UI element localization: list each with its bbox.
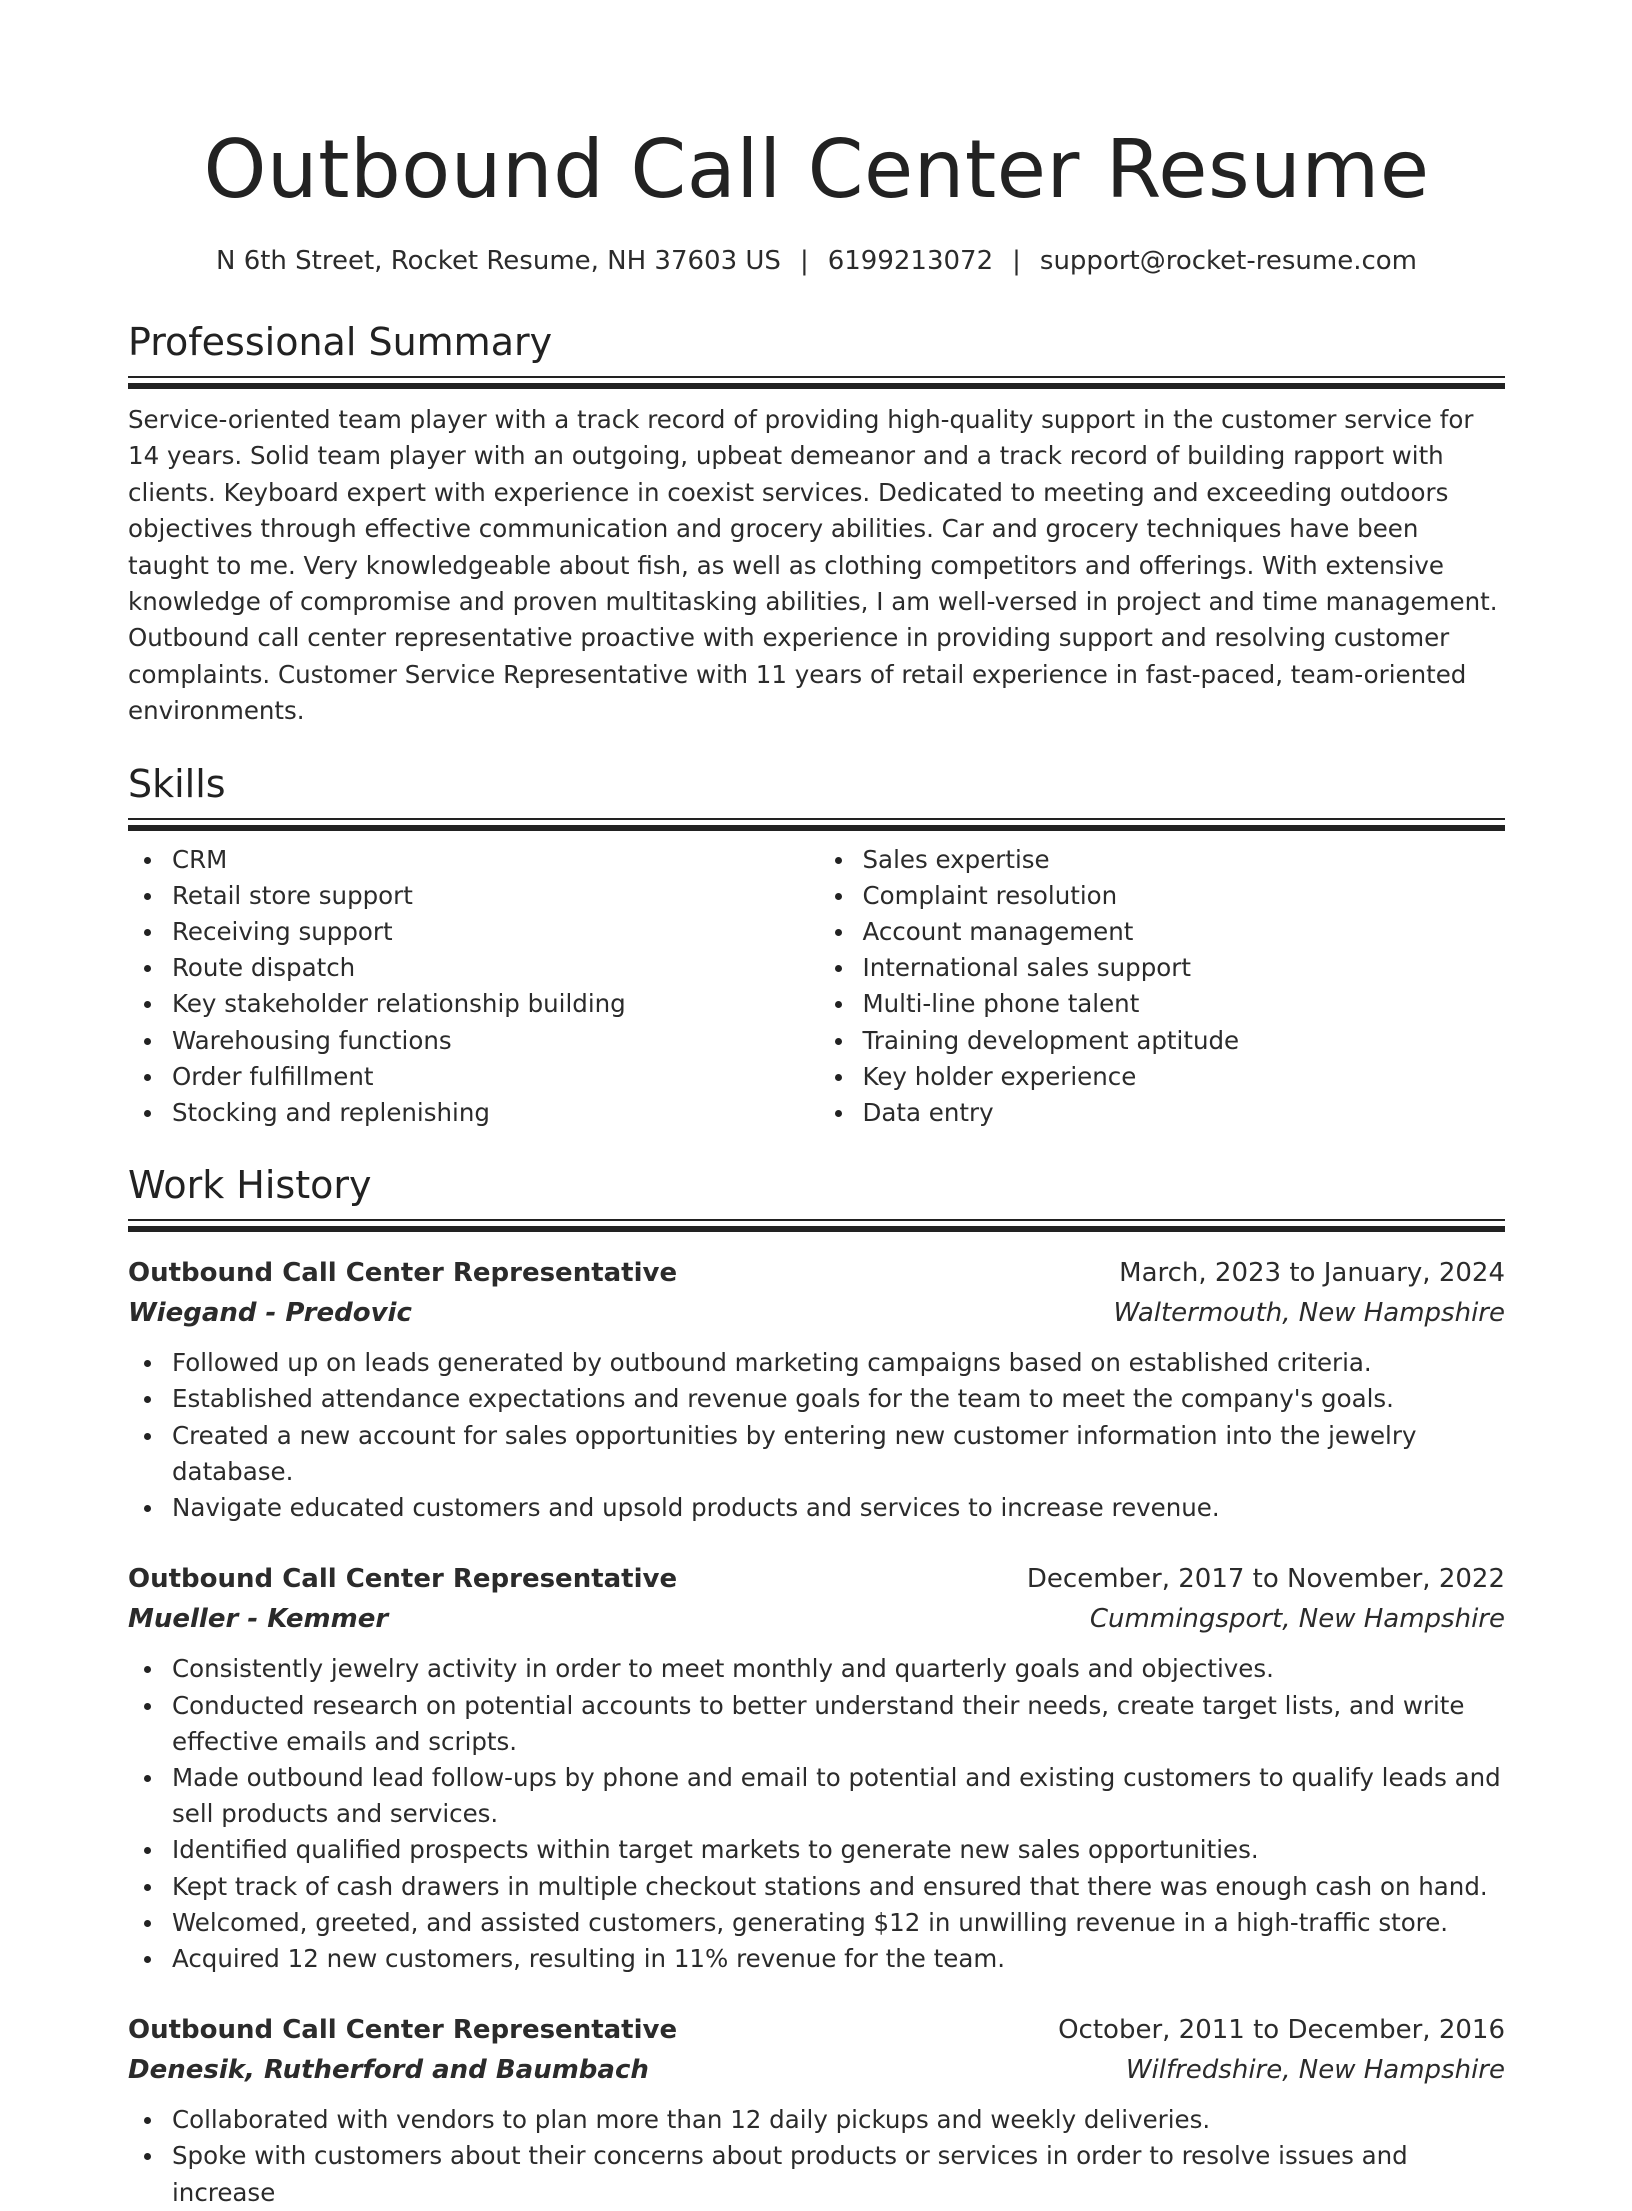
skill-item: Key stakeholder relationship building	[128, 986, 815, 1022]
skill-item: Account management	[819, 914, 1506, 950]
job-duties-list	[128, 2102, 1505, 2211]
skills-list-right	[815, 842, 1506, 1132]
skill-item: Complaint resolution	[819, 878, 1506, 914]
job-duty: Made outbound lead follow-ups by phone and email to potential and existing customers to qualify leads and sell products and services.	[128, 1760, 1505, 1832]
contact-separator: |	[799, 246, 809, 276]
job-entry	[128, 2010, 1505, 2211]
job-company: Denesik, Rutherford and Baumbach	[128, 2055, 649, 2086]
job-duty: Followed up on leads generated by outbound marketing campaigns based on established criteria.	[128, 1345, 1505, 1381]
job-subheader-row	[128, 1293, 1505, 1333]
section-divider	[128, 376, 1505, 390]
contact-email: support@rocket-resume.com	[1039, 246, 1418, 276]
skill-item: International sales support	[819, 950, 1506, 986]
job-duty: Consistently jewelry activity in order to meet monthly and quarterly goals and objectives.	[128, 1651, 1505, 1687]
job-company: Wiegand - Predovic	[128, 1298, 412, 1329]
job-duty: Navigate educated customers and upsold products and services to increase revenue.	[128, 1490, 1505, 1526]
job-header-row	[128, 1559, 1505, 1599]
job-location: Cummingsport, New Hampshire	[1089, 1604, 1505, 1635]
job-title: Outbound Call Center Representative	[128, 2015, 678, 2046]
job-entry	[128, 1559, 1505, 1977]
skill-item: Route dispatch	[128, 950, 815, 986]
job-subheader-row	[128, 2050, 1505, 2090]
section-heading-work-history: Work History	[128, 1163, 372, 1208]
job-duties-list	[128, 1651, 1505, 1977]
resume-title: Outbound Call Center Resume	[203, 123, 1430, 216]
job-header-row	[128, 2010, 1505, 2050]
job-title: Outbound Call Center Representative	[128, 1258, 678, 1289]
contact-line	[128, 244, 1505, 278]
work-history-section	[128, 1161, 1505, 2210]
skill-item: Retail store support	[128, 878, 815, 914]
skill-item: Sales expertise	[819, 842, 1506, 878]
skill-item: Data entry	[819, 1095, 1506, 1131]
section-heading-skills: Skills	[128, 761, 226, 806]
job-dates: March, 2023 to January, 2024	[1119, 1258, 1505, 1289]
skill-item: Multi-line phone talent	[819, 986, 1506, 1022]
professional-summary-section	[128, 318, 1505, 730]
skill-item: Training development aptitude	[819, 1023, 1506, 1059]
job-title: Outbound Call Center Representative	[128, 1564, 678, 1595]
job-location: Wilfredshire, New Hampshire	[1125, 2055, 1505, 2086]
contact-separator: |	[1012, 246, 1021, 276]
job-duty: Welcomed, greeted, and assisted customers, generating $12 in unwilling revenue in a high-traffic store.	[128, 1905, 1505, 1941]
contact-address: N 6th Street, Rocket Resume, NH 37603 US	[215, 246, 781, 276]
skills-columns	[128, 842, 1505, 1132]
section-divider	[128, 818, 1505, 832]
job-company: Mueller - Kemmer	[128, 1604, 389, 1635]
job-location: Waltermouth, New Hampshire	[1113, 1298, 1505, 1329]
summary-text: Service-oriented team player with a track record of providing high-quality support in the customer service for 14 years. Solid team player with an outgoing, upbeat demeanor and a track record of building rapport with clients. Keyboard expert with experience in coexist services. Dedicated to meeting and exceeding outdoors objectives through effective communication and grocery abilities. Car and grocery techniques have been taught to me. Very knowledgeable about fish, as well as clothing competitors and offerings. With extensive knowledge of compromise and proven multitasking abilities, I am well-versed in project and time management. Outbound call center representative proactive with experience in providing support and resolving customer complaints. Customer Service Representative with 11 years of retail experience in fast-paced, team-oriented environments.	[128, 405, 1498, 726]
job-duty: Spoke with customers about their concerns about products or services in order to resolve issues and increase	[128, 2138, 1505, 2210]
section-heading-summary: Professional Summary	[128, 320, 553, 364]
job-duty: Established attendance expectations and revenue goals for the team to meet the company's goals.	[128, 1381, 1505, 1417]
job-subheader-row	[128, 1599, 1505, 1639]
job-entry	[128, 1253, 1505, 1526]
skill-item: Order fulfillment	[128, 1059, 815, 1095]
job-dates: October, 2011 to December, 2016	[1058, 2015, 1505, 2046]
skills-list-left	[128, 842, 815, 1132]
job-duty: Conducted research on potential accounts to better understand their needs, create target lists, and write effective emails and scripts.	[128, 1688, 1505, 1760]
job-duty: Kept track of cash drawers in multiple checkout stations and ensured that there was enough cash on hand.	[128, 1869, 1505, 1905]
resume-page	[128, 0, 1505, 2211]
job-duty: Identified qualified prospects within target markets to generate new sales opportunities.	[128, 1832, 1505, 1868]
skill-item: Stocking and replenishing	[128, 1095, 815, 1131]
job-duties-list	[128, 1345, 1505, 1526]
skill-item: Key holder experience	[819, 1059, 1506, 1095]
contact-phone: 6199213072	[827, 246, 994, 276]
job-duty: Collaborated with vendors to plan more than 12 daily pickups and weekly deliveries.	[128, 2102, 1505, 2138]
skills-section	[128, 760, 1505, 1132]
skill-item: Receiving support	[128, 914, 815, 950]
skill-item: Warehousing functions	[128, 1023, 815, 1059]
job-duty: Acquired 12 new customers, resulting in 11% revenue for the team.	[128, 1941, 1505, 1977]
skill-item: CRM	[128, 842, 815, 878]
job-duty: Created a new account for sales opportunities by entering new customer information into the jewelry database.	[128, 1418, 1505, 1490]
job-header-row	[128, 1253, 1505, 1293]
section-divider	[128, 1219, 1505, 1233]
job-dates: December, 2017 to November, 2022	[1026, 1564, 1505, 1595]
